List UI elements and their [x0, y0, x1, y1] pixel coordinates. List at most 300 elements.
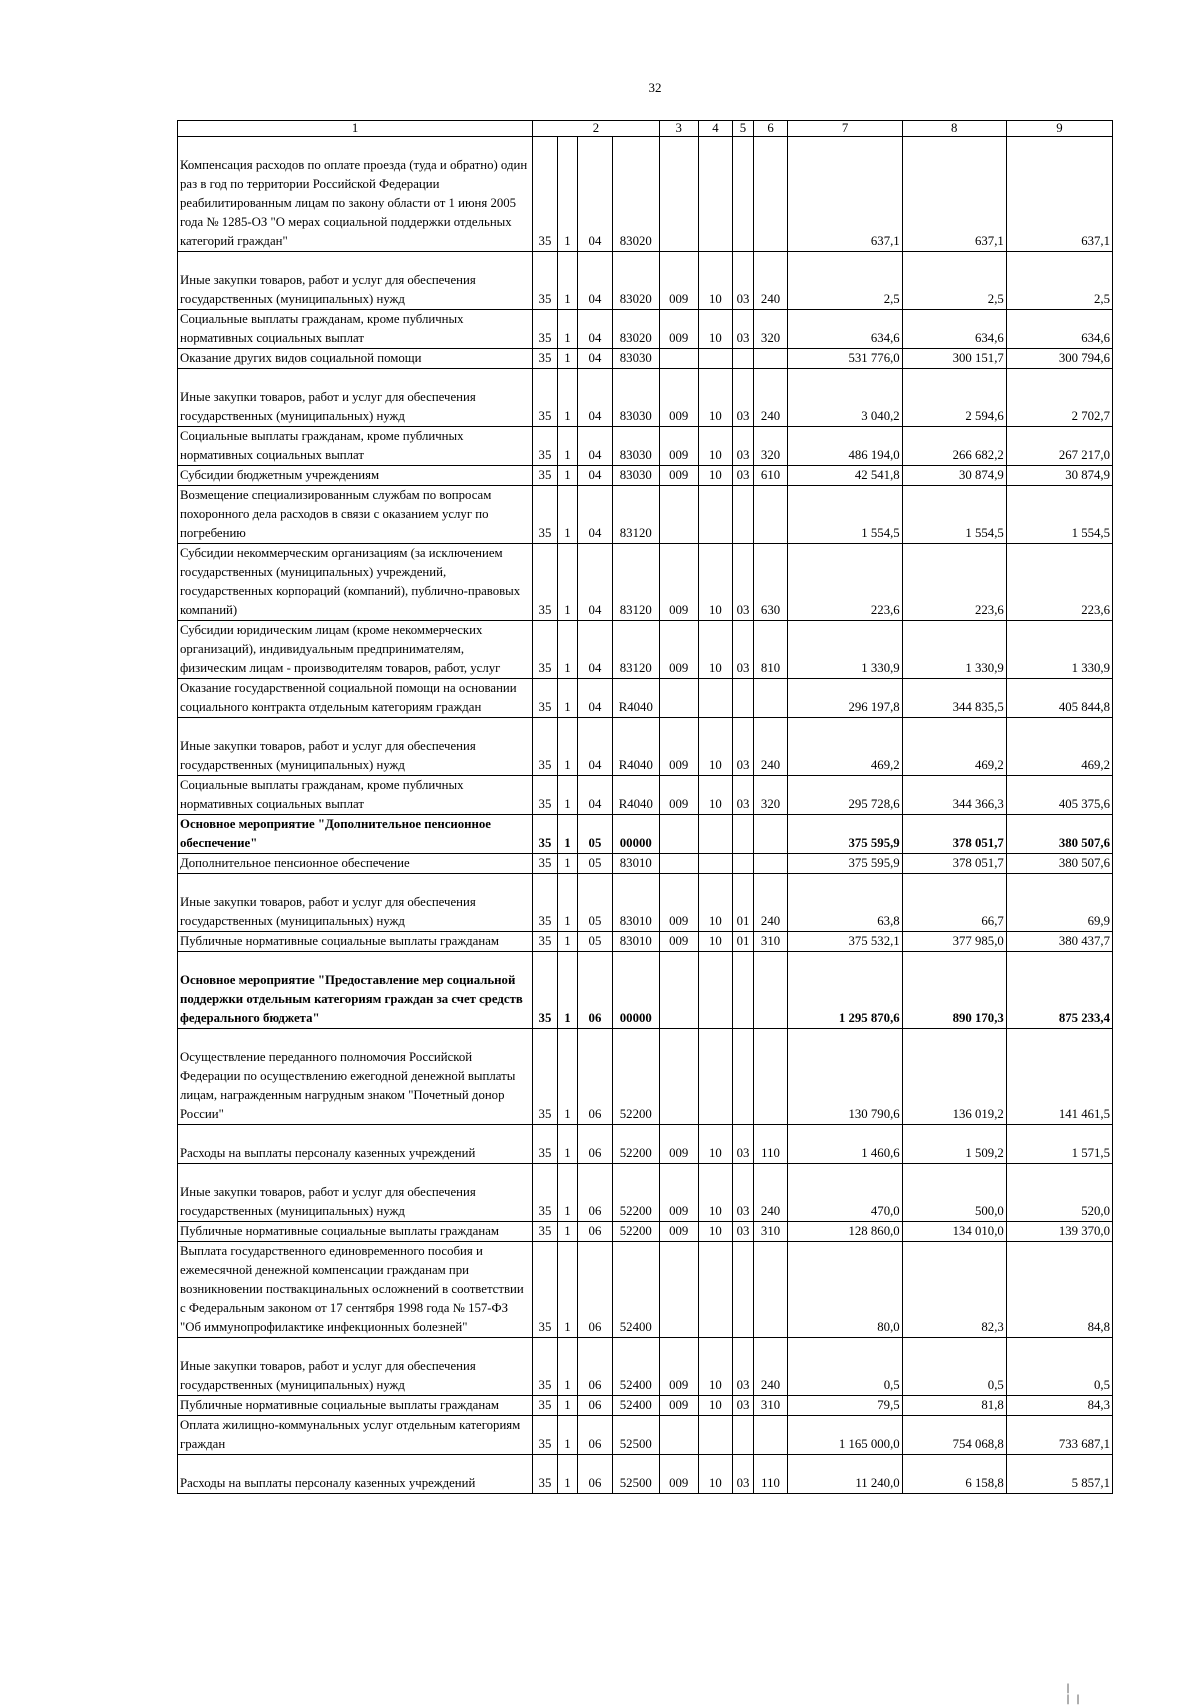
subprogram-code: 1	[557, 427, 577, 466]
column-header: 2	[533, 121, 660, 137]
subprogram-code: 1	[557, 679, 577, 718]
amount-year-1: 296 197,8	[788, 679, 902, 718]
event-code: 06	[578, 952, 613, 1029]
amount-year-2: 81,8	[902, 1396, 1006, 1416]
program-code: 35	[533, 427, 557, 466]
event-code: 04	[578, 252, 613, 310]
amount-year-3: 0,5	[1006, 1338, 1112, 1396]
program-code: 35	[533, 621, 557, 679]
amount-year-1: 375 532,1	[788, 932, 902, 952]
admin-code	[659, 815, 698, 854]
row-name: Иные закупки товаров, работ и услуг для обеспечения государственных (муниципальных) нужд	[178, 718, 533, 776]
amount-year-2: 1 554,5	[902, 486, 1006, 544]
direction-code: 52200	[612, 1164, 659, 1222]
amount-year-2: 637,1	[902, 137, 1006, 252]
subsection-code: 01	[733, 874, 753, 932]
program-code: 35	[533, 1338, 557, 1396]
program-code: 35	[533, 137, 557, 252]
program-code: 35	[533, 1222, 557, 1242]
amount-year-3: 2,5	[1006, 252, 1112, 310]
table-row	[178, 1029, 1113, 1125]
section-code: 10	[698, 252, 733, 310]
event-code: 04	[578, 427, 613, 466]
table-row	[178, 486, 1113, 544]
program-code: 35	[533, 718, 557, 776]
amount-year-1: 1 165 000,0	[788, 1416, 902, 1455]
row-name: Иные закупки товаров, работ и услуг для обеспечения государственных (муниципальных) нужд	[178, 1338, 533, 1396]
event-code: 04	[578, 776, 613, 815]
admin-code: 009	[659, 1222, 698, 1242]
page-number: 32	[648, 80, 662, 95]
amount-year-1: 469,2	[788, 718, 902, 776]
event-code: 06	[578, 1338, 613, 1396]
amount-year-1: 128 860,0	[788, 1222, 902, 1242]
amount-year-3: 1 554,5	[1006, 486, 1112, 544]
direction-code: 52400	[612, 1242, 659, 1338]
subsection-code	[733, 679, 753, 718]
direction-code: 52500	[612, 1416, 659, 1455]
program-code: 35	[533, 1396, 557, 1416]
amount-year-3: 1 330,9	[1006, 621, 1112, 679]
program-code: 35	[533, 1416, 557, 1455]
admin-code	[659, 1029, 698, 1125]
row-name: Публичные нормативные социальные выплаты гражданам	[178, 1396, 533, 1416]
amount-year-1: 42 541,8	[788, 466, 902, 486]
section-code: 10	[698, 1164, 733, 1222]
section-code	[698, 349, 733, 369]
direction-code: 00000	[612, 952, 659, 1029]
direction-code: 83030	[612, 466, 659, 486]
section-code	[698, 1029, 733, 1125]
event-code: 05	[578, 815, 613, 854]
expense-type-code	[753, 1242, 788, 1338]
expense-type-code: 240	[753, 1338, 788, 1396]
section-code: 10	[698, 1396, 733, 1416]
amount-year-2: 634,6	[902, 310, 1006, 349]
subsection-code	[733, 349, 753, 369]
direction-code: R4040	[612, 718, 659, 776]
expense-type-code: 240	[753, 1164, 788, 1222]
amount-year-2: 378 051,7	[902, 854, 1006, 874]
amount-year-3: 139 370,0	[1006, 1222, 1112, 1242]
direction-code: 83120	[612, 544, 659, 621]
event-code: 06	[578, 1242, 613, 1338]
direction-code: 83020	[612, 137, 659, 252]
table-row	[178, 679, 1113, 718]
section-code: 10	[698, 466, 733, 486]
section-code	[698, 1242, 733, 1338]
scan-mark: | ||	[1065, 1683, 1086, 1705]
amount-year-3: 2 702,7	[1006, 369, 1112, 427]
admin-code: 009	[659, 718, 698, 776]
event-code: 06	[578, 1164, 613, 1222]
amount-year-3: 30 874,9	[1006, 466, 1112, 486]
event-code: 04	[578, 369, 613, 427]
admin-code: 009	[659, 544, 698, 621]
program-code: 35	[533, 1455, 557, 1494]
admin-code	[659, 679, 698, 718]
table-row	[178, 815, 1113, 854]
event-code: 04	[578, 466, 613, 486]
amount-year-3: 380 507,6	[1006, 815, 1112, 854]
row-name: Иные закупки товаров, работ и услуг для обеспечения государственных (муниципальных) нужд	[178, 252, 533, 310]
section-code	[698, 815, 733, 854]
direction-code: 83020	[612, 252, 659, 310]
event-code: 06	[578, 1222, 613, 1242]
section-code: 10	[698, 369, 733, 427]
direction-code: 52200	[612, 1029, 659, 1125]
amount-year-2: 2 594,6	[902, 369, 1006, 427]
expense-type-code: 240	[753, 874, 788, 932]
direction-code: 83030	[612, 349, 659, 369]
program-code: 35	[533, 1164, 557, 1222]
admin-code	[659, 952, 698, 1029]
subsection-code: 03	[733, 776, 753, 815]
expense-type-code	[753, 349, 788, 369]
program-code: 35	[533, 486, 557, 544]
admin-code: 009	[659, 369, 698, 427]
subsection-code: 03	[733, 369, 753, 427]
subsection-code	[733, 137, 753, 252]
row-name: Дополнительное пенсионное обеспечение	[178, 854, 533, 874]
amount-year-2: 300 151,7	[902, 349, 1006, 369]
admin-code: 009	[659, 466, 698, 486]
table-row	[178, 1222, 1113, 1242]
section-code	[698, 486, 733, 544]
amount-year-3: 733 687,1	[1006, 1416, 1112, 1455]
expense-type-code	[753, 952, 788, 1029]
amount-year-1: 375 595,9	[788, 815, 902, 854]
amount-year-3: 69,9	[1006, 874, 1112, 932]
amount-year-1: 1 554,5	[788, 486, 902, 544]
event-code: 06	[578, 1125, 613, 1164]
subsection-code	[733, 1029, 753, 1125]
section-code	[698, 854, 733, 874]
admin-code	[659, 137, 698, 252]
amount-year-2: 0,5	[902, 1338, 1006, 1396]
admin-code: 009	[659, 252, 698, 310]
event-code: 05	[578, 874, 613, 932]
subprogram-code: 1	[557, 252, 577, 310]
amount-year-2: 82,3	[902, 1242, 1006, 1338]
section-code	[698, 1416, 733, 1455]
amount-year-2: 30 874,9	[902, 466, 1006, 486]
row-name: Расходы на выплаты персоналу казенных учреждений	[178, 1455, 533, 1494]
amount-year-2: 1 330,9	[902, 621, 1006, 679]
table-row	[178, 427, 1113, 466]
expense-type-code: 630	[753, 544, 788, 621]
subsection-code: 03	[733, 1338, 753, 1396]
table-row	[178, 718, 1113, 776]
row-name: Иные закупки товаров, работ и услуг для обеспечения государственных (муниципальных) нужд	[178, 874, 533, 932]
amount-year-1: 11 240,0	[788, 1455, 902, 1494]
row-name: Субсидии бюджетным учреждениям	[178, 466, 533, 486]
subprogram-code: 1	[557, 486, 577, 544]
expense-type-code	[753, 137, 788, 252]
expense-type-code: 320	[753, 776, 788, 815]
amount-year-1: 486 194,0	[788, 427, 902, 466]
table-row	[178, 252, 1113, 310]
table-row	[178, 1164, 1113, 1222]
event-code: 06	[578, 1029, 613, 1125]
expense-type-code: 310	[753, 1396, 788, 1416]
direction-code: 83010	[612, 874, 659, 932]
amount-year-1: 1 295 870,6	[788, 952, 902, 1029]
subprogram-code: 1	[557, 1416, 577, 1455]
section-code: 10	[698, 427, 733, 466]
admin-code	[659, 854, 698, 874]
expense-type-code	[753, 486, 788, 544]
table-row	[178, 544, 1113, 621]
admin-code: 009	[659, 776, 698, 815]
event-code: 04	[578, 310, 613, 349]
direction-code: 83010	[612, 854, 659, 874]
admin-code	[659, 1416, 698, 1455]
program-code: 35	[533, 1242, 557, 1338]
table-row	[178, 932, 1113, 952]
program-code: 35	[533, 854, 557, 874]
subprogram-code: 1	[557, 1338, 577, 1396]
subprogram-code: 1	[557, 349, 577, 369]
amount-year-2: 754 068,8	[902, 1416, 1006, 1455]
event-code: 06	[578, 1416, 613, 1455]
program-code: 35	[533, 369, 557, 427]
program-code: 35	[533, 679, 557, 718]
subprogram-code: 1	[557, 310, 577, 349]
program-code: 35	[533, 544, 557, 621]
amount-year-1: 1 330,9	[788, 621, 902, 679]
direction-code: 83010	[612, 932, 659, 952]
subsection-code	[733, 1242, 753, 1338]
subsection-code: 03	[733, 1455, 753, 1494]
program-code: 35	[533, 1125, 557, 1164]
subprogram-code: 1	[557, 1029, 577, 1125]
table-row	[178, 952, 1113, 1029]
amount-year-1: 637,1	[788, 137, 902, 252]
section-code	[698, 137, 733, 252]
header-row	[178, 121, 1113, 137]
expense-type-code: 610	[753, 466, 788, 486]
subprogram-code: 1	[557, 544, 577, 621]
budget-table	[177, 120, 1113, 1494]
amount-year-3: 405 375,6	[1006, 776, 1112, 815]
direction-code: 00000	[612, 815, 659, 854]
subsection-code: 01	[733, 932, 753, 952]
subsection-code: 03	[733, 544, 753, 621]
row-name: Оказание государственной социальной помощи на основании социального контракта отдельным категориям граждан	[178, 679, 533, 718]
program-code: 35	[533, 874, 557, 932]
program-code: 35	[533, 815, 557, 854]
program-code: 35	[533, 776, 557, 815]
event-code: 05	[578, 932, 613, 952]
amount-year-3: 380 507,6	[1006, 854, 1112, 874]
table-row	[178, 1125, 1113, 1164]
admin-code: 009	[659, 427, 698, 466]
subsection-code: 03	[733, 718, 753, 776]
section-code: 10	[698, 874, 733, 932]
subsection-code: 03	[733, 621, 753, 679]
program-code: 35	[533, 932, 557, 952]
section-code: 10	[698, 1125, 733, 1164]
expense-type-code: 110	[753, 1125, 788, 1164]
event-code: 04	[578, 544, 613, 621]
program-code: 35	[533, 252, 557, 310]
amount-year-2: 2,5	[902, 252, 1006, 310]
table-row	[178, 1242, 1113, 1338]
expense-type-code: 310	[753, 932, 788, 952]
subprogram-code: 1	[557, 369, 577, 427]
amount-year-3: 84,8	[1006, 1242, 1112, 1338]
subprogram-code: 1	[557, 621, 577, 679]
section-code: 10	[698, 544, 733, 621]
section-code	[698, 952, 733, 1029]
amount-year-3: 637,1	[1006, 137, 1112, 252]
program-code: 35	[533, 952, 557, 1029]
column-header: 5	[733, 121, 753, 137]
subsection-code: 03	[733, 427, 753, 466]
subprogram-code: 1	[557, 815, 577, 854]
direction-code: R4040	[612, 776, 659, 815]
subsection-code	[733, 815, 753, 854]
section-code: 10	[698, 1338, 733, 1396]
expense-type-code: 240	[753, 718, 788, 776]
amount-year-3: 875 233,4	[1006, 952, 1112, 1029]
row-name: Возмещение специализированным службам по вопросам похоронного дела расходов в связи с оказанием услуг по погребению	[178, 486, 533, 544]
expense-type-code	[753, 815, 788, 854]
subprogram-code: 1	[557, 1222, 577, 1242]
subprogram-code: 1	[557, 874, 577, 932]
amount-year-3: 520,0	[1006, 1164, 1112, 1222]
amount-year-3: 84,3	[1006, 1396, 1112, 1416]
direction-code: 83120	[612, 621, 659, 679]
admin-code: 009	[659, 621, 698, 679]
expense-type-code	[753, 1029, 788, 1125]
amount-year-3: 380 437,7	[1006, 932, 1112, 952]
row-name: Выплата государственного единовременного пособия и ежемесячной денежной компенсации гражданам при возникновении поствакцинальных осложнений в соответствии с Федеральным законом от 17 сентября 1998 года № 157-ФЗ "Об иммунопрофилактике инфекционных болезней"	[178, 1242, 533, 1338]
amount-year-1: 531 776,0	[788, 349, 902, 369]
event-code: 04	[578, 349, 613, 369]
amount-year-2: 344 366,3	[902, 776, 1006, 815]
direction-code: 52400	[612, 1396, 659, 1416]
table-row	[178, 466, 1113, 486]
amount-year-1: 1 460,6	[788, 1125, 902, 1164]
amount-year-3: 300 794,6	[1006, 349, 1112, 369]
amount-year-2: 6 158,8	[902, 1455, 1006, 1494]
subprogram-code: 1	[557, 718, 577, 776]
subprogram-code: 1	[557, 466, 577, 486]
table-row	[178, 854, 1113, 874]
admin-code: 009	[659, 1164, 698, 1222]
direction-code: 83020	[612, 310, 659, 349]
amount-year-2: 377 985,0	[902, 932, 1006, 952]
expense-type-code	[753, 679, 788, 718]
table-row	[178, 310, 1113, 349]
subsection-code: 03	[733, 1164, 753, 1222]
amount-year-1: 3 040,2	[788, 369, 902, 427]
event-code: 06	[578, 1396, 613, 1416]
direction-code: R4040	[612, 679, 659, 718]
expense-type-code: 240	[753, 369, 788, 427]
amount-year-1: 80,0	[788, 1242, 902, 1338]
section-code: 10	[698, 1455, 733, 1494]
amount-year-3: 634,6	[1006, 310, 1112, 349]
amount-year-3: 267 217,0	[1006, 427, 1112, 466]
event-code: 06	[578, 1455, 613, 1494]
table-row	[178, 776, 1113, 815]
expense-type-code: 310	[753, 1222, 788, 1242]
admin-code: 009	[659, 1338, 698, 1396]
row-name: Иные закупки товаров, работ и услуг для обеспечения государственных (муниципальных) нужд	[178, 1164, 533, 1222]
expense-type-code: 320	[753, 310, 788, 349]
amount-year-2: 1 509,2	[902, 1125, 1006, 1164]
amount-year-2: 890 170,3	[902, 952, 1006, 1029]
amount-year-1: 470,0	[788, 1164, 902, 1222]
subprogram-code: 1	[557, 952, 577, 1029]
admin-code	[659, 1242, 698, 1338]
admin-code	[659, 486, 698, 544]
expense-type-code: 240	[753, 252, 788, 310]
subprogram-code: 1	[557, 854, 577, 874]
amount-year-1: 223,6	[788, 544, 902, 621]
subprogram-code: 1	[557, 1242, 577, 1338]
expense-type-code: 110	[753, 1455, 788, 1494]
event-code: 04	[578, 679, 613, 718]
expense-type-code	[753, 854, 788, 874]
amount-year-1: 79,5	[788, 1396, 902, 1416]
direction-code: 52500	[612, 1455, 659, 1494]
section-code: 10	[698, 932, 733, 952]
amount-year-2: 266 682,2	[902, 427, 1006, 466]
column-header: 8	[902, 121, 1006, 137]
amount-year-3: 469,2	[1006, 718, 1112, 776]
amount-year-1: 0,5	[788, 1338, 902, 1396]
column-header: 7	[788, 121, 902, 137]
amount-year-1: 634,6	[788, 310, 902, 349]
table-row	[178, 1396, 1113, 1416]
table-row	[178, 1338, 1113, 1396]
admin-code: 009	[659, 310, 698, 349]
row-name: Оказание других видов социальной помощи	[178, 349, 533, 369]
admin-code	[659, 349, 698, 369]
direction-code: 52400	[612, 1338, 659, 1396]
subprogram-code: 1	[557, 932, 577, 952]
row-name: Основное мероприятие "Дополнительное пенсионное обеспечение"	[178, 815, 533, 854]
direction-code: 83120	[612, 486, 659, 544]
subsection-code	[733, 486, 753, 544]
amount-year-3: 1 571,5	[1006, 1125, 1112, 1164]
program-code: 35	[533, 349, 557, 369]
subprogram-code: 1	[557, 1164, 577, 1222]
amount-year-2: 469,2	[902, 718, 1006, 776]
column-header: 3	[659, 121, 698, 137]
admin-code: 009	[659, 874, 698, 932]
row-name: Осуществление переданного полномочия Российской Федерации по осуществлению ежегодной денежной выплаты лицам, награжденным нагрудным знаком "Почетный донор России"	[178, 1029, 533, 1125]
row-name: Компенсация расходов по оплате проезда (туда и обратно) один раз в год по территории Российской Федерации реабилитированным лицам по закону области от 1 июня 2005 года № 1285-ОЗ "О мерах социальной поддержки отдельных категорий граждан"	[178, 137, 533, 252]
row-name: Оплата жилищно-коммунальных услуг отдельным категориям граждан	[178, 1416, 533, 1455]
subprogram-code: 1	[557, 776, 577, 815]
admin-code: 009	[659, 1125, 698, 1164]
direction-code: 52200	[612, 1222, 659, 1242]
amount-year-3: 5 857,1	[1006, 1455, 1112, 1494]
expense-type-code	[753, 1416, 788, 1455]
subsection-code: 03	[733, 252, 753, 310]
subsection-code	[733, 952, 753, 1029]
amount-year-2: 378 051,7	[902, 815, 1006, 854]
event-code: 05	[578, 854, 613, 874]
amount-year-2: 344 835,5	[902, 679, 1006, 718]
row-name: Публичные нормативные социальные выплаты гражданам	[178, 932, 533, 952]
subsection-code	[733, 854, 753, 874]
